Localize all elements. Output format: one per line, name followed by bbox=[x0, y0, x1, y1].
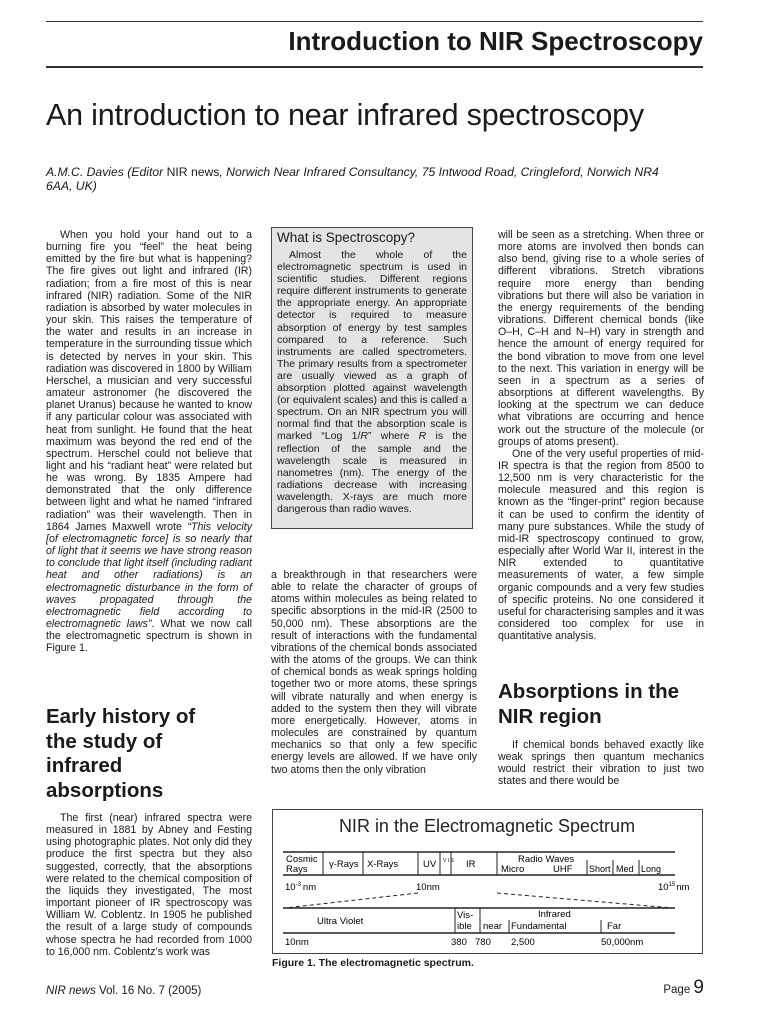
label-gamma-rays: γ-Rays bbox=[329, 859, 359, 870]
scale-10nm: 10nm bbox=[285, 937, 309, 948]
author-line bbox=[46, 165, 686, 193]
label-micro: Micro bbox=[501, 864, 525, 875]
scale-380: 380 bbox=[451, 937, 467, 948]
running-header-title: Introduction to NIR Spectroscopy bbox=[288, 26, 703, 56]
top-rule bbox=[46, 21, 703, 22]
what-is-spectroscopy-box bbox=[271, 227, 473, 529]
scale-50000: 50,000nm bbox=[601, 937, 644, 948]
label-ultra-violet: Ultra Violet bbox=[317, 916, 364, 927]
label-uv: UV bbox=[423, 859, 437, 870]
figure-electromagnetic-spectrum bbox=[272, 809, 703, 954]
column-2-paragraph: a breakthrough in that researchers were able to relate the character of groups of atoms within molecules as being related to specific absorptions in the mid-IR (2500 to 50,000 nm). These absorptions are the result of interactions with the fundamental vibrations of the chemical bonds associated with the atoms of the groups. We can think of chemical bonds as weak springs holding together two or more atoms, these springs will vibrate naturally and when energy is added to the system then they will vibrate more energetically. However, atoms in molecules are constrained by quantum mechanics so that only a few specific energy levels are allowed. If we have only two atoms then the only vibration bbox=[271, 569, 477, 776]
label-infrared: Infrared bbox=[538, 909, 571, 920]
label-x-rays: X-Rays bbox=[367, 859, 399, 870]
scale-mid: 10nm bbox=[416, 882, 440, 893]
zoom-line-left bbox=[285, 893, 418, 908]
label-fundamental: Fundamental bbox=[511, 921, 567, 932]
intro-paragraph bbox=[46, 229, 252, 654]
sidebar-text: is the reflection of the sample and the wavelength scale is measured in nanometres (nm). The energy of the radiations decrease with increasing wavelength. X-rays are much more dangerous than radio waves. bbox=[277, 430, 468, 515]
scale-right: $10^{15}nm$ bbox=[658, 882, 690, 893]
header-rule bbox=[46, 66, 703, 68]
history-paragraph: The first (near) infrared spectra were measured in 1881 by Abney and Festing using photographic plates. Not only did they produce the first spectra but they also suggested, correctly, that the absorptions were related to the chemical composition of the liquids they investigated, The most important pioneer of IR spectroscopy was William W. Coblentz. In 1905 he published the result of a large study of compounds whose spectra he had recorded from 1000 to 16,000 nm. Coblentz’s work was bbox=[46, 812, 252, 958]
label-cosmic: Cosmic bbox=[286, 854, 318, 865]
label-visible-1: Vis- bbox=[457, 910, 474, 921]
footer-page bbox=[663, 977, 704, 999]
sidebar-text: ” where bbox=[367, 430, 419, 443]
section-heading-early-history: Early history of the study of infrared absorptions bbox=[46, 705, 196, 802]
label-med: Med bbox=[616, 864, 634, 874]
column-3-paragraph-2: One of the very useful properties of mid-IR spectra is that the region from 8500 to 12,500 nm is very characteristic for the molecule measured and this region is known as the “finger-print” region because it can be used to confirm the identity of many pure substances. While the study of mid-IR spectroscopy continued to grow, especially after World War II, interest in the NIR extended to quantitative measurements of water, a few simple organic compounds and a very few studies of specific proteins. No one considered it useful for characterising samples and it was considered too complex for use in quantitative analysis. bbox=[498, 447, 704, 643]
label-visible-small: V I S bbox=[443, 858, 454, 864]
spectrum-diagram bbox=[273, 810, 702, 953]
intro-text: When you hold your hand out to a burning fire you “feel” the heat being emitted by the fire but what is happening? The fire gives out light and infrared (IR) radiation; from a fire most of this is near infrared (NIR) radiation. Some of the NIR radiation is absorbed by water molecules in your skin. This raises the temperature of the water and results in an increase in temperature in the surrounding tissue which is detected by nerves in your skin. This radiation was discovered in 1800 by William Herschel, a musician and very successful amateur astronomer (he discovered the planet Uranus) because he wanted to know if any particular colour was associated with heat from sunlight. He found that the heat maximum was beyond the red end of the spectrum. Herschel could not believe that light and his “radiant heat” were related but he was wrong. By 1835 Ampere had demonstrated that the only difference between light and what he named “infrared radiation” was their wavelength. Then in 1864 James Maxwell wrote bbox=[46, 229, 252, 533]
label-radio-waves: Radio Waves bbox=[518, 854, 575, 865]
maxwell-quote: “This velocity [of electromagnetic force] is so nearly that of light that it seems we have strong reason to conclude that light itself (including radiant heat and other radiations) is an electromagnetic disturbance in the form of waves propagated through the electromagnetic field according to electromagnetic laws” bbox=[46, 520, 253, 630]
scale-780: 780 bbox=[475, 937, 491, 948]
footer-issue: Vol. 16 No. 7 (2005) bbox=[95, 985, 202, 997]
scale-left: $10^{-3}$ nm bbox=[285, 882, 317, 893]
label-short: Short bbox=[589, 864, 611, 874]
column-3-paragraph-1: will be seen as a stretching. When three or more atoms are involved then bonds can also bend, giving rise to a whole series of different vibrations. Stretch vibrations require more energy than bending vibrations but there will also be variation in the energy requirements of the bending vibrations. Different chemical bonds (like O–H, C–H and N–H) vary in strength and hence the amount of energy required for the bond vibration to move from one level to the next. This variation in energy will be seen in a spectrum as a series of absorptions at different wavelengths. By looking at the spectrum we can deduce what vibrations are occurring and hence work out the structure of the molecule (or groups of atoms present). bbox=[498, 229, 704, 448]
label-ir: IR bbox=[466, 859, 476, 870]
label-long: Long bbox=[641, 864, 662, 874]
scale-2500: 2,500 bbox=[511, 937, 535, 948]
intro-text-end: . What we now call the electromagnetic spectrum is shown in Figure 1. bbox=[46, 618, 252, 655]
column-2 bbox=[271, 569, 477, 776]
figure-caption: Figure 1. The electromagnetic spectrum. bbox=[272, 957, 474, 969]
column-3 bbox=[498, 229, 704, 642]
zoom-line-right bbox=[497, 893, 673, 908]
column-3-paragraph-3: If chemical bonds behaved exactly like weak springs then quantum mechanics would restrict their vibration to just two states and there would be bbox=[498, 739, 704, 788]
label-visible-2: ible bbox=[457, 921, 472, 932]
sidebar-symbol-r: R bbox=[418, 430, 427, 443]
article-title: An introduction to near infrared spectroscopy bbox=[46, 98, 644, 132]
page-label: Page bbox=[663, 984, 694, 996]
author-journal: NIR news bbox=[166, 165, 220, 179]
label-far: Far bbox=[607, 921, 622, 932]
label-near: near bbox=[483, 921, 503, 932]
column-1-history bbox=[46, 812, 252, 958]
column-1-intro bbox=[46, 229, 252, 654]
label-uhf: UHF bbox=[553, 864, 573, 875]
label-rays: Rays bbox=[286, 864, 308, 875]
page-number: 9 bbox=[693, 977, 704, 998]
footer-citation bbox=[46, 985, 201, 997]
author-affiliation: , Norwich Near Infrared Consultancy, 75 Intwood Road, Cringleford, Norwich NR4 6AA, UK) bbox=[46, 165, 659, 193]
column-3-lower bbox=[498, 739, 704, 788]
sidebar-body bbox=[277, 249, 467, 515]
section-heading-nir-absorptions: Absorptions in the NIR region bbox=[498, 680, 680, 728]
sidebar-title: What is Spectroscopy? bbox=[277, 230, 416, 245]
sidebar-text: Almost the whole of the electromagnetic spectrum is used in scientific studies. Different regions require different instruments to generate the appropriate energy. An appropriate detector is required to measure absorption of energy by test samples compared to a reference. Such instruments are called spectrometers. The primary results from a spectrometer are usually viewed as a graph of absorption plotted against wavelength (or equivalent scales) and this is called a spectrum. On an NIR spectrum you will normal find that the absorption scale is marked “Log 1/ bbox=[277, 249, 467, 443]
author-name: A.M.C. Davies (Editor bbox=[46, 165, 167, 179]
sidebar-symbol-r: R bbox=[360, 430, 368, 443]
footer-journal: NIR news bbox=[46, 985, 96, 997]
figure-title: NIR in the Electromagnetic Spectrum bbox=[338, 816, 636, 836]
